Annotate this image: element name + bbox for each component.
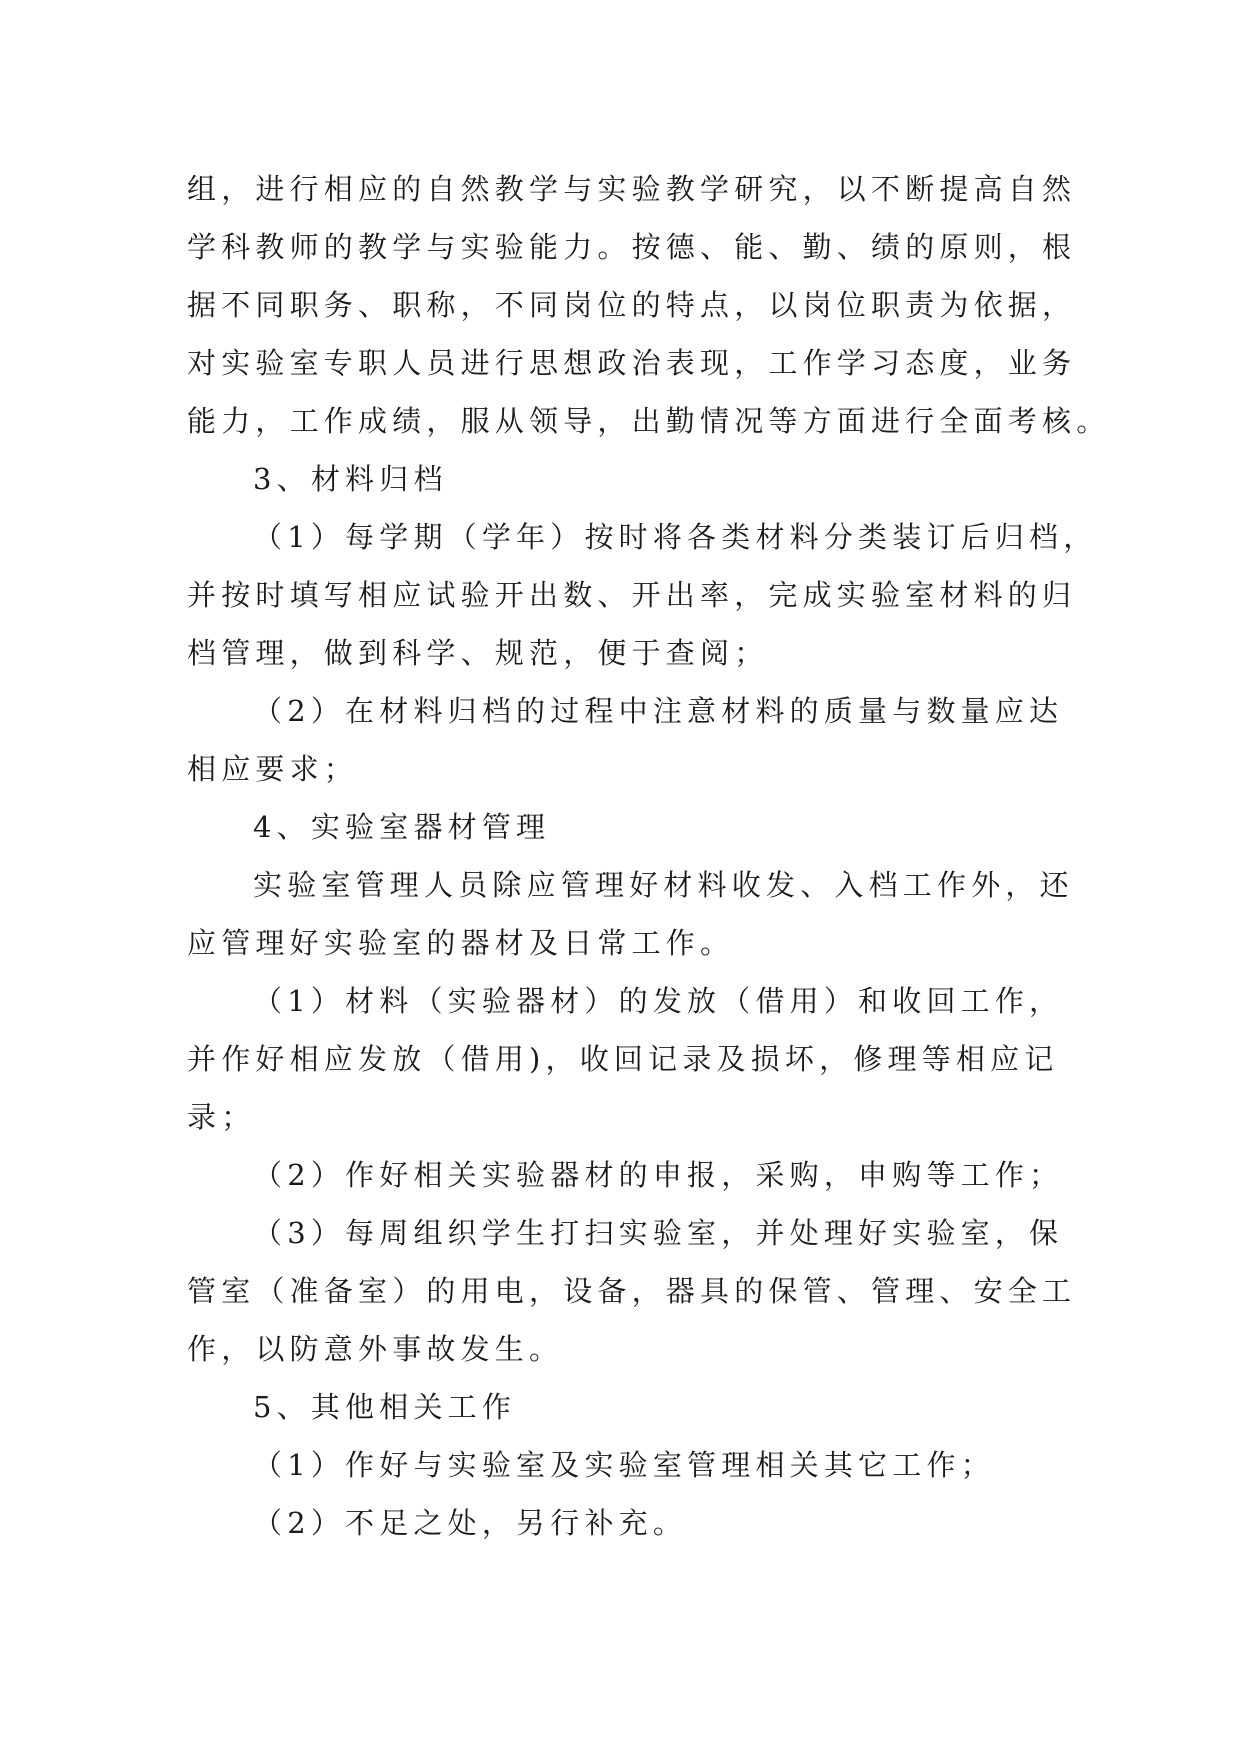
text-line: （2）不足之处，另行补充。 [253, 1506, 688, 1540]
section-heading: 3、材料归档 [253, 462, 448, 496]
text-line: 应管理好实验室的器材及日常工作。 [187, 926, 735, 960]
text-line: （2）在材料归档的过程中注意材料的质量与数量应达 [253, 694, 1064, 728]
text-line: 对实验室专职人员进行思想政治表现，工作学习态度，业务 [187, 346, 1077, 380]
text-line: 组，进行相应的自然教学与实验教学研究，以不断提高自然 [187, 172, 1077, 206]
section-heading: 5、其他相关工作 [253, 1390, 517, 1424]
text-line: （1）作好与实验室及实验室管理相关其它工作； [253, 1448, 995, 1482]
text-line: 并按时填写相应试验开出数、开出率，完成实验室材料的归 [187, 578, 1077, 612]
text-line: 实验室管理人员除应管理好材料收发、入档工作外，还 [253, 868, 1074, 902]
text-line: 相应要求； [187, 752, 359, 786]
text-line: 管室（准备室）的用电，设备，器具的保管、管理、安全工 [187, 1274, 1077, 1308]
text-line: 并作好相应发放（借用)，收回记录及损坏，修理等相应记 [187, 1042, 1059, 1076]
text-line: （1）每学期（学年）按时将各类材料分类装订后归档， [253, 520, 1098, 554]
text-line: （3）每周组织学生打扫实验室，并处理好实验室，保 [253, 1216, 1064, 1250]
text-line: （2）作好相关实验器材的申报，采购，申购等工作； [253, 1158, 1064, 1192]
text-line: 作，以防意外事故发生。 [187, 1332, 564, 1366]
text-line: 能力，工作成绩，服从领导，出勤情况等方面进行全面考核。 [187, 404, 1111, 438]
text-line: 学科教师的教学与实验能力。按德、能、勤、绩的原则，根 [187, 230, 1077, 264]
text-line: （1）材料（实验器材）的发放（借用）和收回工作， [253, 984, 1064, 1018]
document-body [187, 160, 1111, 1552]
text-line: 档管理，做到科学、规范，便于查阅； [187, 636, 769, 670]
section-heading: 4、实验室器材管理 [253, 810, 551, 844]
text-line: 录； [187, 1100, 256, 1134]
text-line: 据不同职务、职称，不同岗位的特点，以岗位职责为依据， [187, 288, 1077, 322]
